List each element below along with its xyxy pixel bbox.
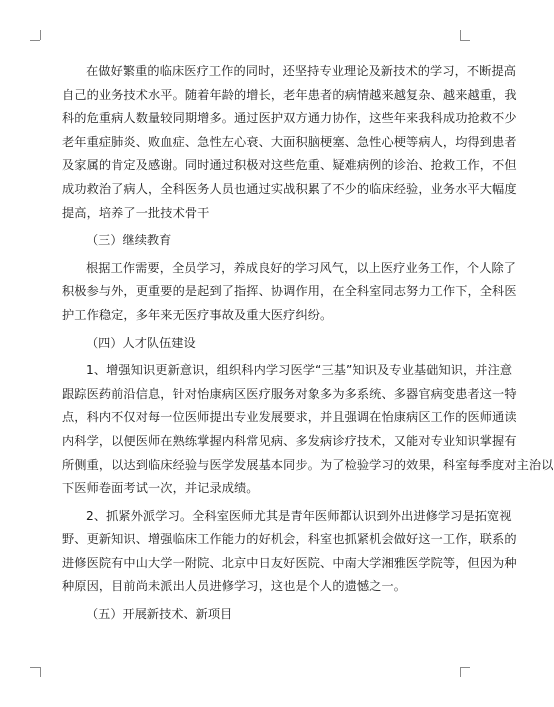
text-line: 1、增强知识更新意识，组织科内学习医学“三基”知识及专业基础知识，并注意 xyxy=(86,363,513,378)
text-line: 点，科内不仅对每一位医师提出专业发展要求，并且强调在怡康病区工作的医师通读 xyxy=(62,410,517,425)
text-line: 根据工作需要，全员学习，养成良好的学习风气，以上医疗业务工作，个人除了 xyxy=(86,260,517,275)
text-line: 及家属的肯定及感谢。同时通过积极对这些危重、疑难病例的诊治、抢救工作，不但 xyxy=(62,158,517,173)
text-line: 进修医院有中山大学一附院、北京中日友好医院、中南大学湘雅医学院等，但因为种 xyxy=(62,555,517,570)
paragraph-external-study xyxy=(62,505,517,599)
document-body xyxy=(62,60,554,627)
crop-mark xyxy=(40,667,41,677)
text-line: 下医师卷面考试一次，并记录成绩。 xyxy=(62,481,259,496)
text-line: 内科学，以便医师在熟练掌握内科常见病、多发病诊疗技术，又能对专业知识掌握有 xyxy=(62,433,517,448)
text-line: 在做好繁重的临床医疗工作的同时，还坚持专业理论及新技术的学习，不断提高 xyxy=(86,64,517,78)
text-line: 积极参与外，更重要的是起到了指挥、协调作用，在全科室同志努力工作下，全科医 xyxy=(62,284,517,299)
crop-mark xyxy=(460,667,470,668)
section-heading-new-technology: （五）开展新技术、新项目 xyxy=(86,607,233,622)
text-line: 提高，培养了一批技术骨干 xyxy=(62,205,210,220)
crop-mark xyxy=(30,667,40,668)
text-line: 种原因，目前尚未派出人员进修学习，这也是个人的遗憾之一。 xyxy=(62,579,407,594)
text-line: 护工作稳定，多年来无医疗事故及重大医疗纠纷。 xyxy=(62,307,333,322)
text-line: 所侧重，以达到临床经验与医学发展基本同步。为了检验学习的效果，科室每季度对主治以 xyxy=(62,457,554,472)
crop-mark xyxy=(460,30,461,40)
paragraph-continuing-education xyxy=(62,257,517,328)
crop-mark xyxy=(30,40,40,41)
text-line: 老年重症肺炎、败血症、急性左心衰、大面积脑梗塞、急性心梗等病人，均得到患者 xyxy=(62,134,517,149)
paragraph-clinical-work xyxy=(62,60,517,225)
crop-mark xyxy=(460,667,461,677)
text-line: 自己的业务技术水平。随着年龄的增长，老年患者的病情越来越复杂、越来越重，我 xyxy=(62,87,517,102)
section-heading-talent-team: （四）人才队伍建设 xyxy=(86,335,196,350)
text-line: 成功救治了病人，全科医务人员也通过实战积累了不少的临床经验，业务水平大幅度 xyxy=(62,181,517,196)
paragraph-knowledge-update xyxy=(62,359,554,501)
text-line: 跟踪医药前沿信息，针对怡康病区医疗服务对象多为多系统、多器官病变患者这一特 xyxy=(62,386,517,401)
section-heading-continuing-education: （三）继续教育 xyxy=(86,233,172,248)
text-line: 2、抓紧外派学习。全科室医师尤其是青年医师都认识到外出进修学习是拓宽视 xyxy=(86,508,512,523)
text-line: 野、更新知识、增强临床工作能力的好机会，科室也抓紧机会做好这一工作，联系的 xyxy=(62,532,517,547)
crop-mark xyxy=(40,30,41,40)
text-line: 科的危重病人数量较同期增多。通过医护双方通力协作，这些年来我科成功抢救不少 xyxy=(62,111,517,126)
crop-mark xyxy=(460,40,470,41)
